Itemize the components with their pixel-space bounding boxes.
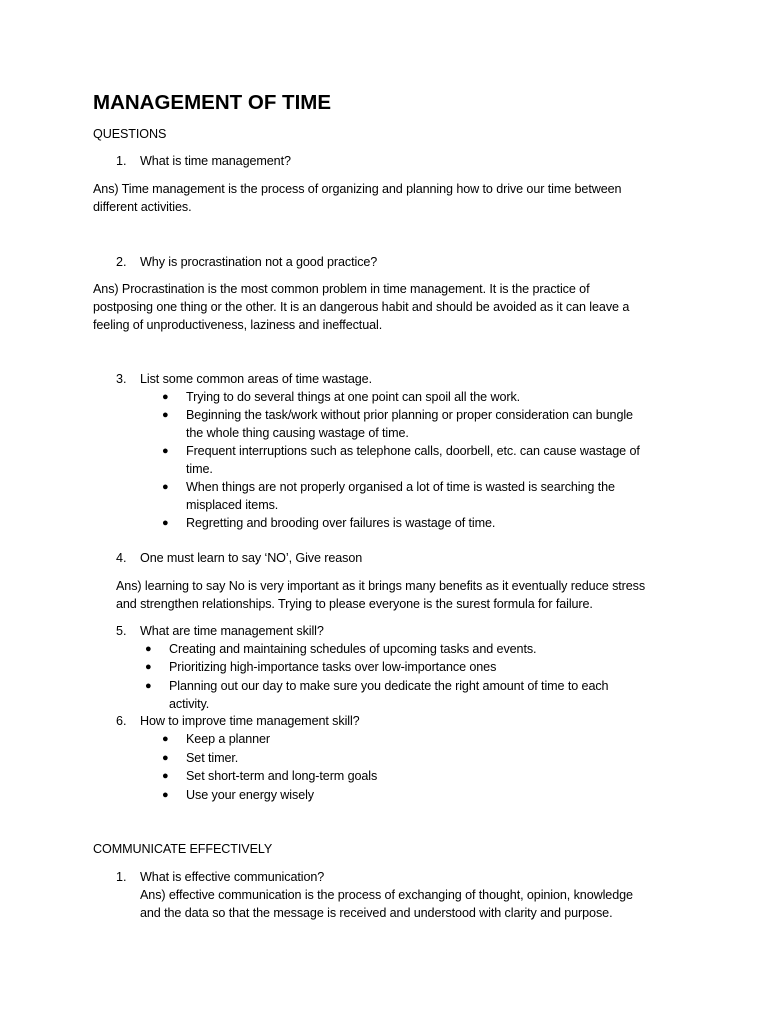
q5-bullet-3-line-2: activity. — [169, 697, 210, 711]
q6-bullet-1: Keep a planner — [186, 732, 271, 746]
bullet-icon: ● — [162, 789, 169, 801]
q5-bullet-1: Creating and maintaining schedules of upcoming tasks and events. — [169, 642, 537, 656]
q4-question: One must learn to say ‘NO’, Give reason — [140, 551, 363, 565]
q4-answer-line-2: and strengthen relationships. Trying to please everyone is the surest formula for failure. — [116, 597, 593, 611]
bullet-icon: ● — [162, 517, 169, 529]
q2-answer-line-3: feeling of unproductiveness, laziness and ineffectual. — [93, 318, 383, 332]
section-heading-questions: QUESTIONS — [93, 127, 167, 141]
q1-answer-line-2: different activities. — [93, 200, 192, 214]
bullet-icon: ● — [162, 409, 169, 421]
s2-q1-answer-line-2: and the data so that the message is received and understood with clarity and purpose. — [140, 906, 613, 920]
q1-question: What is time management? — [140, 154, 291, 168]
s2-q1-question: What is effective communication? — [140, 870, 325, 884]
q1-answer-line-1: Ans) Time management is the process of organizing and planning how to drive our time between — [93, 182, 622, 196]
q3-bullet-4-line-2: misplaced items. — [186, 498, 279, 512]
s2-q1-number: 1. — [116, 870, 127, 884]
q2-answer-line-1: Ans) Procrastination is the most common problem in time management. It is the practice of — [93, 282, 590, 296]
q6-bullet-4: Use your energy wisely — [186, 788, 314, 802]
q3-bullet-3-line-1: Frequent interruptions such as telephone calls, doorbell, etc. can cause wastage of — [186, 444, 640, 458]
q4-number: 4. — [116, 551, 127, 565]
q5-number: 5. — [116, 624, 127, 638]
q3-number: 3. — [116, 372, 127, 386]
bullet-icon: ● — [162, 445, 169, 457]
q6-number: 6. — [116, 714, 127, 728]
q3-bullet-2-line-2: the whole thing causing wastage of time. — [186, 426, 409, 440]
q3-bullet-5: Regretting and brooding over failures is wastage of time. — [186, 516, 496, 530]
q3-bullet-1: Trying to do several things at one point can spoil all the work. — [186, 390, 521, 404]
q6-bullet-2: Set timer. — [186, 751, 239, 765]
section-heading-communicate: COMMUNICATE EFFECTIVELY — [93, 842, 273, 856]
q4-answer-line-1: Ans) learning to say No is very important as it brings many benefits as it eventually reduce stress — [116, 579, 646, 593]
q6-question: How to improve time management skill? — [140, 714, 360, 728]
bullet-icon: ● — [145, 680, 152, 692]
q3-bullet-3-line-2: time. — [186, 462, 213, 476]
q5-bullet-3-line-1: Planning out our day to make sure you dedicate the right amount of time to each — [169, 679, 609, 693]
bullet-icon: ● — [162, 481, 169, 493]
q3-bullet-4-line-1: When things are not properly organised a lot of time is wasted is searching the — [186, 480, 615, 494]
q3-bullet-2-line-1: Beginning the task/work without prior planning or proper consideration can bungle — [186, 408, 633, 422]
bullet-icon: ● — [162, 733, 169, 745]
q3-question: List some common areas of time wastage. — [140, 372, 372, 386]
bullet-icon: ● — [145, 643, 152, 655]
bullet-icon: ● — [162, 770, 169, 782]
q6-bullet-3: Set short-term and long-term goals — [186, 769, 378, 783]
q5-question: What are time management skill? — [140, 624, 324, 638]
q2-answer-line-2: postposing one thing or the other. It is an dangerous habit and should be avoided as it can leave a — [93, 300, 630, 314]
q2-number: 2. — [116, 255, 127, 269]
bullet-icon: ● — [145, 661, 152, 673]
q1-number: 1. — [116, 154, 127, 168]
q5-bullet-2: Prioritizing high-importance tasks over low-importance ones — [169, 660, 497, 674]
q2-question: Why is procrastination not a good practice? — [140, 255, 378, 269]
s2-q1-answer-line-1: Ans) effective communication is the process of exchanging of thought, opinion, knowledge — [140, 888, 633, 902]
bullet-icon: ● — [162, 391, 169, 403]
page-title: MANAGEMENT OF TIME — [93, 91, 332, 114]
bullet-icon: ● — [162, 752, 169, 764]
